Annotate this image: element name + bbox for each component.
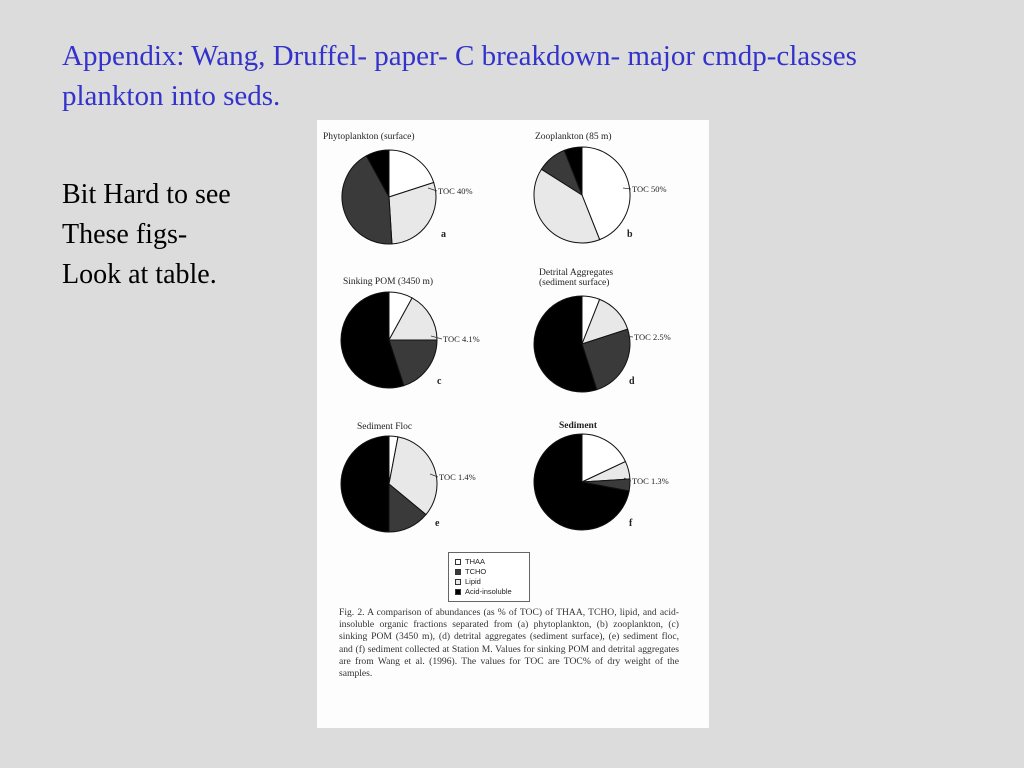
side-note-line-2: These figs- <box>62 219 188 250</box>
legend-item-lipid <box>455 578 481 586</box>
legend-label-acid-insoluble: Acid-insoluble <box>465 587 512 596</box>
pie-chart-a <box>323 131 473 244</box>
pie-title-d-line-1: Detrital Aggregates <box>539 268 614 278</box>
slide-title: Appendix: Wang, Druffel- paper- C breakdown- major cmdp-classes plankton into seds. <box>62 40 857 112</box>
legend-item-acid-insoluble <box>455 588 512 596</box>
pie-title-f: Sediment <box>559 421 597 431</box>
pie-chart-e <box>341 422 476 532</box>
pie-letter-b: b <box>627 229 633 240</box>
pie-title-b: Zooplankton (85 m) <box>535 132 612 142</box>
legend-label-thaa: THAA <box>465 557 486 566</box>
pie-chart-c <box>341 276 480 388</box>
legend <box>448 552 530 602</box>
pie-title-d-line-2: (sediment surface) <box>539 278 610 288</box>
legend-label-tcho: TCHO <box>465 567 487 576</box>
figure-panel <box>317 120 709 728</box>
legend-label-lipid: Lipid <box>465 577 481 586</box>
toc-label-e: TOC 1.4% <box>439 472 476 482</box>
pie-chart-b <box>534 131 667 243</box>
pie-charts <box>317 120 709 550</box>
toc-label-a: TOC 40% <box>438 186 473 196</box>
toc-label-c: TOC 4.1% <box>443 334 480 344</box>
pie-letter-f: f <box>629 518 633 529</box>
legend-item-thaa <box>455 558 485 566</box>
legend-swatch-lipid <box>455 579 461 585</box>
figure-caption: Fig. 2. A comparison of abundances (as % of TOC) of THAA, TCHO, lipid, and acid-insoluble organic fractions separated from (a) phytoplankton, (b) zooplankton, (c) sinking POM (3450 m), (d) detrital aggregates (sediment surface), (e) sediment floc, and (f) sediment collected at Station M. Values for sinking POM and detrital aggregates are from Wang et al. (1996). The values for TOC are TOC% of dry weight of the samples. <box>339 607 679 680</box>
legend-swatch-tcho <box>455 569 461 575</box>
legend-item-tcho <box>455 568 486 576</box>
pie-letter-e: e <box>435 518 440 529</box>
legend-swatch-acid-insoluble <box>455 589 461 595</box>
side-note-line-3: Look at table. <box>62 259 217 290</box>
toc-label-b: TOC 50% <box>632 184 667 194</box>
pie-letter-c: c <box>437 376 442 387</box>
pie-letter-a: a <box>441 229 446 240</box>
side-note-line-1: Bit Hard to see <box>62 179 231 210</box>
toc-label-d: TOC 2.5% <box>634 332 671 342</box>
toc-label-f: TOC 1.3% <box>632 476 669 486</box>
pie-title-e: Sediment Floc <box>357 422 413 432</box>
pie-slice-e-acid-insoluble <box>341 436 389 532</box>
pie-title-a: Phytoplankton (surface) <box>323 132 415 142</box>
pie-chart-d <box>534 268 671 392</box>
pie-title-c: Sinking POM (3450 m) <box>343 277 433 287</box>
pie-chart-f <box>534 421 669 530</box>
pie-letter-d: d <box>629 376 635 387</box>
side-note <box>62 175 231 295</box>
legend-swatch-thaa <box>455 559 461 565</box>
